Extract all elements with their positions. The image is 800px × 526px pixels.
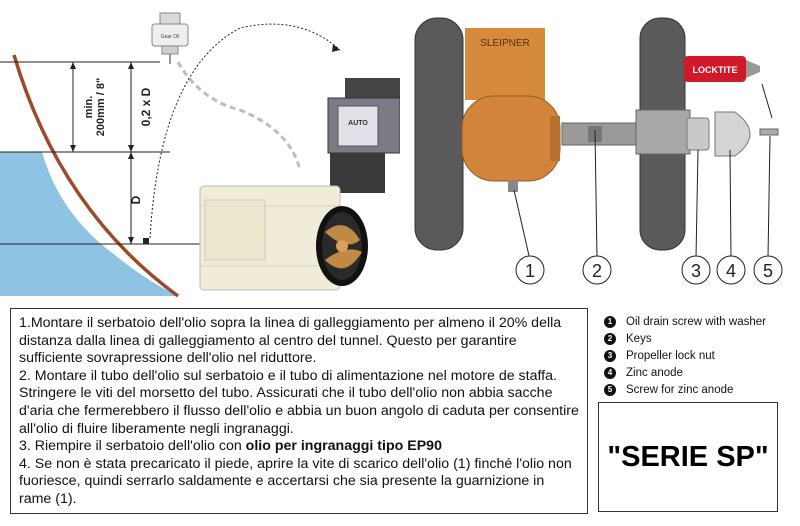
gear-leg-exploded-diagram [400, 0, 800, 300]
legend-item [604, 381, 794, 398]
callout-5 [754, 256, 782, 284]
locktite-label: LOCKTITE [692, 65, 738, 75]
instruction-step-3 [19, 438, 579, 456]
legend-number: 1 [604, 316, 616, 328]
svg-text:5: 5 [762, 261, 774, 281]
left-propeller-blade [415, 18, 463, 250]
legend-number: 5 [604, 384, 616, 396]
parts-legend [604, 313, 794, 398]
locktite-tube [684, 56, 760, 82]
anode-screw [760, 129, 778, 135]
motor-brand: AUTO [348, 120, 368, 127]
svg-text:4: 4 [725, 261, 737, 281]
legend-item [604, 330, 794, 347]
instruction-step-2: 2. Montare il tubo dell'olio sul serbatoio e il tubo di alimentazione nel motore de staffa. Stringere le viti del morsetto del tubo. Assicurati che il tubo dell'olio non abbia sacche d'aria che fermerebbero il flusso dell'olio e abbia un buon angolo di caduta per consentire all'olio di fluire liberamente negli ingranaggi. [19, 367, 579, 437]
legend-item [604, 313, 794, 330]
legend-item [604, 347, 794, 364]
depth-label: D [129, 195, 143, 205]
legend-text: Zinc anode [626, 366, 683, 379]
propeller [316, 206, 368, 286]
instructions-box [10, 308, 588, 514]
legend-text: Keys [626, 332, 652, 345]
svg-text:3: 3 [690, 261, 702, 281]
ratio-label: 0,2 x D [139, 87, 153, 127]
legend-text: Oil drain screw with washer [626, 315, 766, 328]
lock-nut [687, 118, 709, 150]
legend-number: 4 [604, 367, 616, 379]
gear-leg-body [462, 28, 560, 192]
series-box [598, 402, 778, 512]
callout-4 [717, 256, 745, 284]
oil-tank [152, 13, 188, 64]
callout-2 [583, 256, 611, 284]
series-label: "SERIE SP" [607, 440, 769, 473]
legend-number: 2 [604, 333, 616, 345]
step3-text: 3. Riempire il serbatoio dell'olio con [19, 438, 246, 455]
callout-1 [516, 256, 544, 284]
legend-text: Screw for zinc anode [626, 383, 734, 396]
oil-hose [178, 62, 300, 170]
svg-text:1: 1 [524, 261, 536, 281]
step3-oil-type: olio per ingranaggi tipo EP90 [245, 438, 442, 455]
legend-number: 3 [604, 350, 616, 362]
instruction-step-1: 1.Montare il serbatoio dell'olio sopra la linea di galleggiamento per almeno il 20% della distanza dalla linea di galleggiamento al centro del tunnel. Questo per garantire sufficiente sovrapressione dell'olio nel riduttore. [19, 315, 562, 367]
min-label-line1: min. [83, 95, 95, 119]
oil-tank-installation-diagram [0, 0, 400, 300]
svg-text:2: 2 [591, 261, 603, 281]
thruster-motor [328, 78, 400, 193]
callout-3 [682, 256, 710, 284]
body-brand: SLEIPNER [480, 38, 530, 49]
min-label-line2: 200mm / 8" [95, 77, 107, 137]
tank-label: Gear Oil [160, 34, 180, 40]
legend-item [604, 364, 794, 381]
instruction-step-4: 4. Se non è stata precaricato il piede, aprire la vite di scarico dell'olio (1) finché l'olio non fuoriesce, quindi serrarlo saldamente e accertarsi che sia presente la guarnizione in rame (1). [19, 455, 572, 507]
zinc-anode [715, 112, 750, 156]
legend-text: Propeller lock nut [626, 349, 715, 362]
